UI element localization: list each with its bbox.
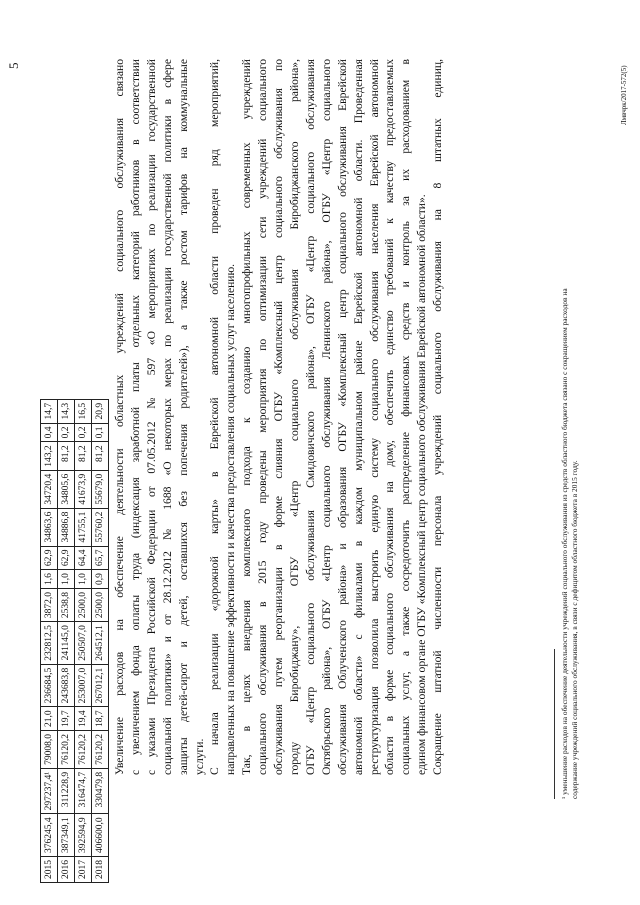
table-cell: 236684,5	[41, 664, 58, 707]
table-cell: 19,7	[58, 707, 75, 731]
text-line: С начала реализации «дорожной карты» в Еврейской автономной области проведен ряд мероприятий,	[208, 59, 222, 775]
table-cell: 253007,0	[75, 664, 92, 707]
text-line: Сокращение штатной численности персонала учреждений социального обслуживания на 8 штатных единиц,	[431, 59, 445, 775]
table-cell: 387349,1	[58, 814, 75, 857]
table-cell: 143,2	[41, 442, 58, 470]
table-cell: 62,9	[41, 546, 58, 570]
table-cell: 14,3	[58, 399, 75, 423]
table-cell: 62,9	[58, 546, 75, 570]
table-cell: 264512,1	[92, 622, 109, 665]
paragraph-2	[207, 59, 239, 799]
text-line: с увеличением фонда оплаты труда (индексация заработной платы отдельных категорий работников в соответствии	[128, 59, 142, 775]
page-number: 5	[6, 62, 21, 69]
table-cell: 2018	[92, 857, 109, 883]
document-stamp: Лмвчрк/2017-572(5)	[620, 65, 628, 125]
table-cell: 19,4	[75, 707, 92, 731]
table-cell: 392594,9	[75, 814, 92, 857]
table-cell: 3872,0	[41, 589, 58, 622]
table-cell: 55760,2	[92, 508, 109, 546]
table-cell: 18,7	[92, 707, 109, 731]
table-cell: 41755,1	[75, 508, 92, 546]
table-cell: 64,4	[75, 546, 92, 570]
footnote-line: содержание учреждений социального обслуживания, в связи с дефицитом областного бюджета в 2015 году.	[570, 460, 579, 799]
table-row	[92, 399, 109, 882]
text-line: Увеличение расходов на обеспечение деятельности областных учреждений социального обслуживания связано	[113, 59, 126, 775]
table-cell: 330479,8	[92, 768, 109, 813]
table-cell: 316474,7	[75, 768, 92, 813]
table-cell: 0,1	[92, 423, 109, 442]
table-cell: 1,6	[41, 570, 58, 589]
table-cell: 2538,8	[58, 589, 75, 622]
text-line: автономной области» с филиалами в каждом муниципальном районе Еврейской автономной области. Проведенная	[351, 59, 365, 775]
table-row	[75, 399, 92, 882]
paragraph-3	[239, 59, 430, 799]
table-cell: 0,2	[58, 423, 75, 442]
footnote	[560, 59, 580, 799]
footnote-divider	[554, 649, 555, 799]
table-cell: 20,9	[92, 399, 109, 423]
table-cell: 2500,0	[75, 589, 92, 622]
table-cell: 376245,4	[41, 814, 58, 857]
table-cell: 232812,5	[41, 622, 58, 665]
text-line: реструктуризация позволила выстроить единую систему социального обслуживания населения Еврейской автономной	[367, 59, 381, 775]
text-line: едином финансовом органе ОГБУ «Комплексный центр социального обслуживания Еврейской автономной области».	[415, 194, 429, 775]
table-cell: 2500,0	[92, 589, 109, 622]
table-cell: 34863,6	[41, 508, 58, 546]
table-cell: 2017	[75, 857, 92, 883]
text-line: Октябрьского района», ОГБУ «Центр социального обслуживания Ленинского района», ОГБУ «Центр социального	[319, 59, 333, 775]
text-line: направленных на повышение эффективности и качества предоставления социальных услуг населению.	[224, 263, 238, 775]
footnote-line: ¹ уменьшение расходов на обеспечение деятельности учреждений социального обслуживания из средств областного бюджета связано с сокращением расходов на	[560, 288, 569, 799]
body-text	[112, 59, 446, 799]
table-cell: 0,9	[92, 570, 109, 589]
table-cell: 76120,2	[92, 731, 109, 769]
table-cell: 1,0	[75, 570, 92, 589]
table-cell: 241145,0	[58, 622, 75, 665]
text-line: услуги.	[192, 738, 206, 775]
table-cell: 81,2	[75, 442, 92, 470]
table-cell: 76120,2	[75, 731, 92, 769]
table-cell: 76120,2	[58, 731, 75, 769]
text-line: области в форме социального обслуживания на дому, обеспечить единство требований к качеству предоставляемых	[383, 59, 397, 775]
table-cell: 0,2	[75, 423, 92, 442]
table-cell: 34805,6	[58, 470, 75, 508]
text-line: ОГБУ «Центр социального обслуживания Смидовичского района», ОГБУ «Центр социального обслуживания	[303, 59, 317, 775]
text-line: социальных услуг, а также сосредоточить распределение финансовых средств и контроль за их расходованием в	[399, 59, 413, 775]
table-cell: 243683,8	[58, 664, 75, 707]
table-row	[58, 399, 75, 882]
table-cell: 406600,0	[92, 814, 109, 857]
table-cell: 41673,9	[75, 470, 92, 508]
table-cell: 65,7	[92, 546, 109, 570]
table-row	[41, 399, 58, 882]
table-cell: 267012,1	[92, 664, 109, 707]
table-cell: 1,0	[58, 570, 75, 589]
text-line: обслуживания путем реорганизации в форме слияния ОГБУ «Комплексный центр социального обслуживания по	[272, 59, 286, 775]
table-cell: 55679,0	[92, 470, 109, 508]
table-cell: 14,7	[41, 399, 58, 423]
table-cell: 250507,0	[75, 622, 92, 665]
budget-table	[40, 399, 109, 883]
table-cell: 81,2	[58, 442, 75, 470]
table-cell: 2016	[58, 857, 75, 883]
table-cell: 2015	[41, 857, 58, 883]
table-cell: 34720,4	[41, 470, 58, 508]
text-line: обслуживания Облученского района» и образования ОГБУ «Комплексный центр социального обслуживания Еврейской	[335, 59, 349, 775]
paragraph-1	[112, 59, 207, 799]
table-cell: 34886,8	[58, 508, 75, 546]
table-cell: 81,2	[92, 442, 109, 470]
text-line: с указами Президента Российской Федерации от 07.05.2012 № 597 «О мероприятиях по реализации государственной	[144, 59, 158, 775]
paragraph-4	[430, 59, 446, 799]
text-line: социальной политики» и от 28.12.2012 № 1688 «О некоторых мерах по реализации государственной политики в сфере	[160, 59, 174, 775]
table-cell: 21,0	[41, 707, 58, 731]
text-line: городу Биробиджану», ОГБУ «Центр социального обслуживания Биробиджанского района»,	[287, 59, 301, 775]
table-cell: 0,4	[41, 423, 58, 442]
table-cell: 16,5	[75, 399, 92, 423]
table-cell: 311228,9	[58, 768, 75, 813]
table-cell: 79008,0	[41, 731, 58, 769]
text-line: защиты детей-сирот и детей, оставшихся без попечения родителей»), а также ростом тарифов на коммунальные	[176, 59, 190, 775]
text-line: Так, в целях внедрения комплексного подхода к созданию многопрофильных современных учреждений	[240, 59, 254, 775]
text-line: социального обслуживания в 2015 году проведены мероприятия по оптимизации сети учреждений социального	[256, 59, 270, 775]
table-cell: 297237,4¹	[41, 768, 58, 813]
